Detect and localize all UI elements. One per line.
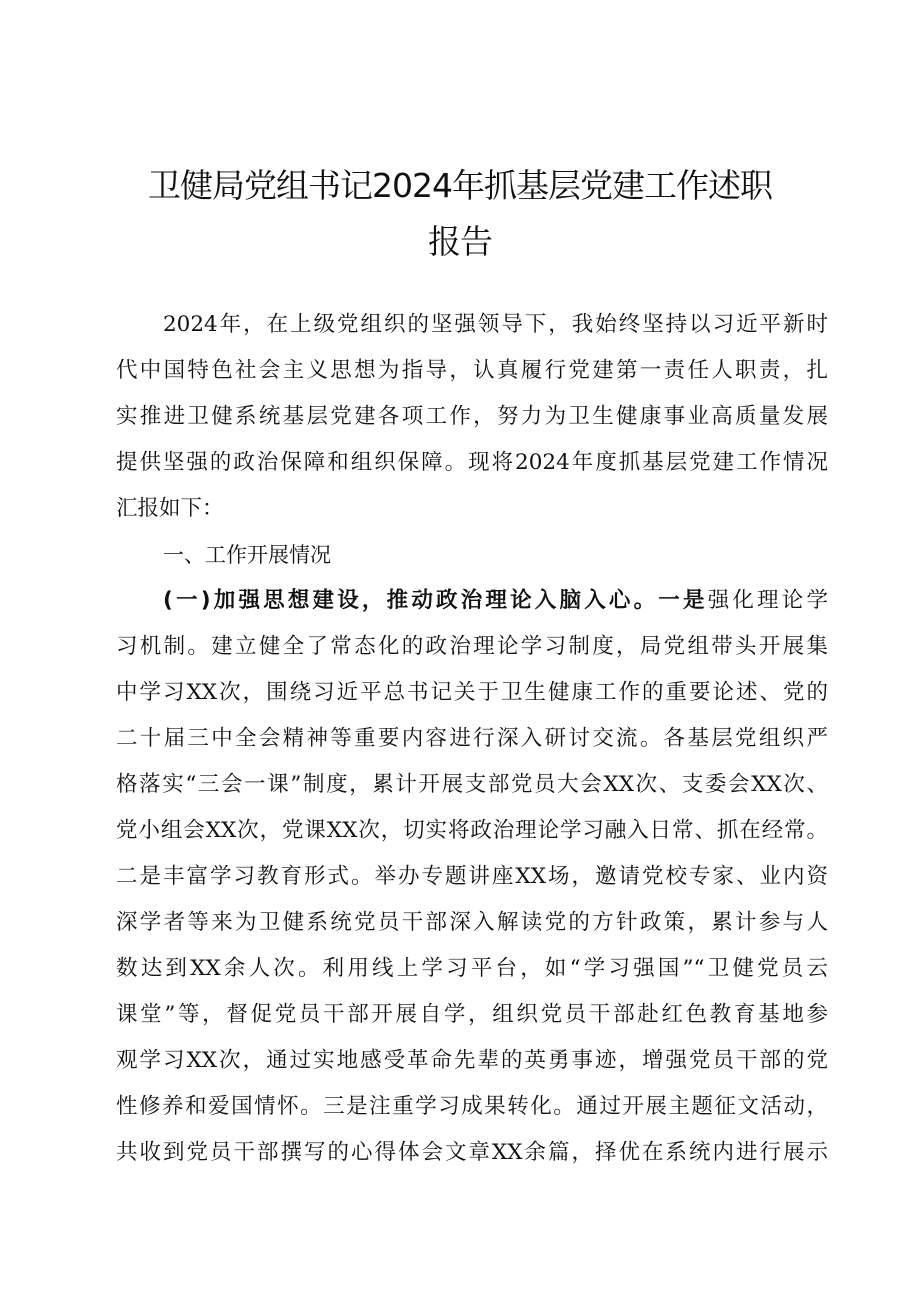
body-line-6: 二是丰富学习教育形式。举办专题讲座XX场，邀请党校专家、业内资 [116,864,828,889]
intro-line-1: 2024年，在上级党组织的坚强领导下，我始终坚持以习近平新时 [163,312,828,337]
intro-line-4: 提供坚强的政治保障和组织保障。现将2024年度抓基层党建工作情况 [116,450,828,475]
subsection-heading-bold: (一)加强思想建设，推动政治理论入脑入心。一是 [163,588,708,613]
intro-line-5: 汇报如下： [116,496,224,521]
body-line-4: 格落实“三会一课”制度，累计开展支部党员大会XX次、支委会XX次、 [116,772,828,797]
section-heading-1: 一、工作开展情况 [163,543,331,567]
intro-line-2: 代中国特色社会主义思想为指导，认真履行党建第一责任人职责，扎 [116,358,828,383]
body-line-10: 观学习XX次，通过实地感受革命先辈的英勇事迹，增强党员干部的党 [116,1048,828,1073]
body-line-1: 习机制。建立健全了常态化的政治理论学习制度，局党组带头开展集 [116,634,828,659]
body-line-7: 深学者等来为卫健系统党员干部深入解读党的方针政策，累计参与人 [116,910,828,935]
intro-line-3: 实推进卫健系统基层党建各项工作，努力为卫生健康事业高质量发展 [116,404,828,429]
body-line-8: 数达到XX余人次。利用线上学习平台，如“学习强国”“卫健党员云 [116,956,828,981]
body-line-3: 二十届三中全会精神等重要内容进行深入研讨交流。各基层党组织严 [116,726,828,751]
body-line-5: 党小组会XX次，党课XX次，切实将政治理论学习融入日常、抓在经常。 [116,818,828,843]
document-title-line-2: 报告 [428,222,492,261]
body-line-9: 课堂”等，督促党员干部开展自学，组织党员干部赴红色教育基地参 [116,1002,828,1027]
body-line-12: 共收到党员干部撰写的心得体会文章XX余篇，择优在系统内进行展示 [116,1140,828,1165]
document-title-line-1: 卫健局党组书记2024年抓基层党建工作述职 [148,166,772,205]
body-line-2: 中学习XX次，围绕习近平总书记关于卫生健康工作的重要论述、党的 [116,680,828,705]
body-line-11: 性修养和爱国情怀。三是注重学习成果转化。通过开展主题征文活动， [116,1094,828,1119]
subsection-heading-rest: 强化理论学 [707,588,828,613]
subsection-heading-line [163,578,828,624]
